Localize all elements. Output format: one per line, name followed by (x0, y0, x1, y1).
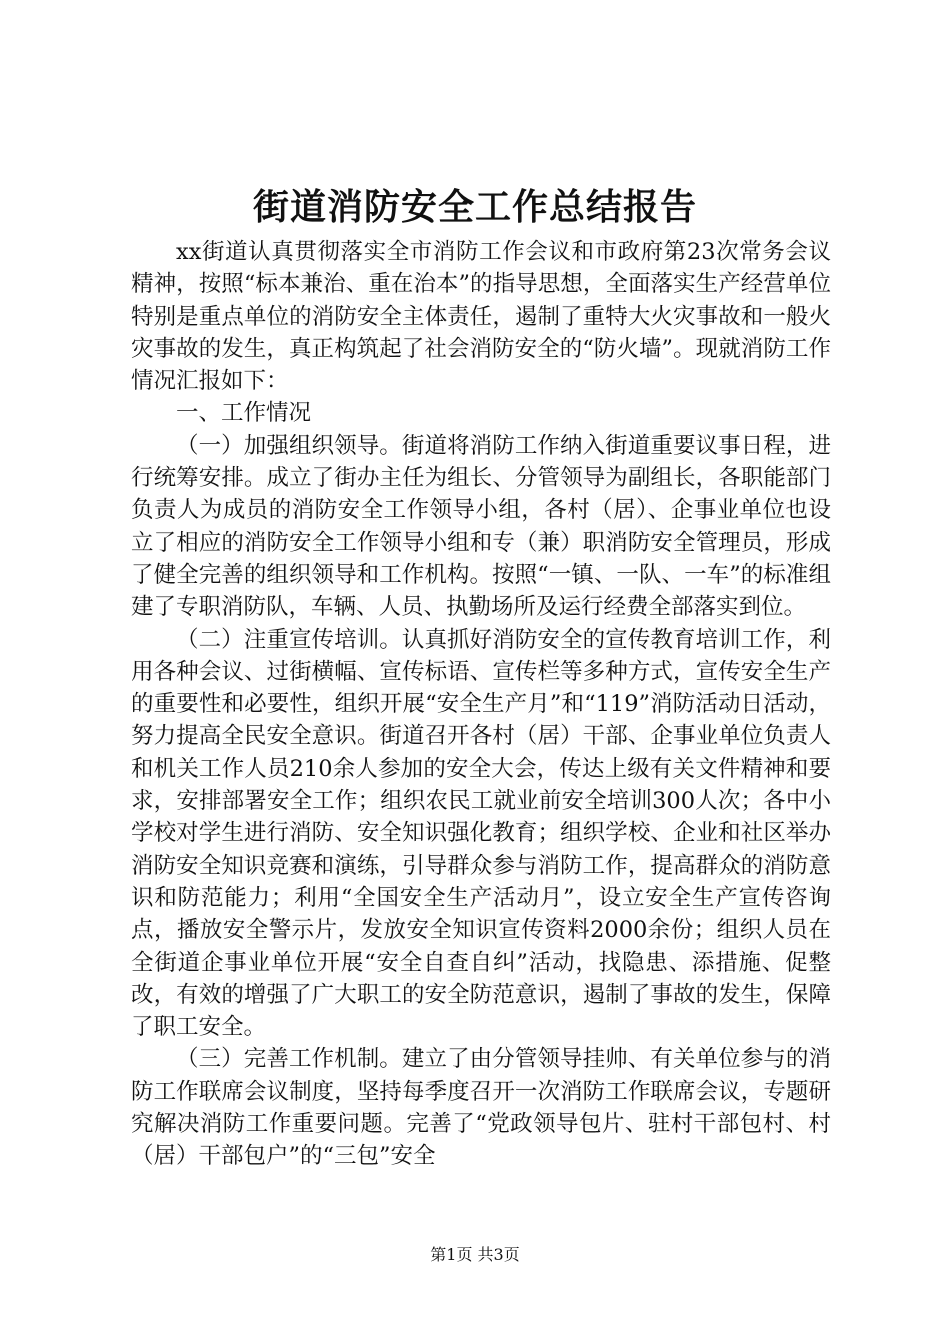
page-footer: 第1页 共3页 (430, 1245, 520, 1264)
intro-paragraph: xx街道认真贯彻落实全市消防工作会议和市政府第23次常务会议精神，按照“标本兼治、重在治本”的指导思想，全面落实生产经营单位特别是重点单位的消防安全主体责任，遏制了重特大火灾事故和一般火灾事故的发生，真正构筑起了社会消防安全的“防火墙”。现就消防工作情况汇报如下： (131, 239, 831, 395)
document-body (131, 236, 831, 1173)
paragraph-publicity-training: （二）注重宣传培训。认真抓好消防安全的宣传教育培训工作，利用各种会议、过街横幅、宣传标语、宣传栏等多种方式，宣传安全生产的重要性和必要性，组织开展“安全生产月”和“119”消防活动日活动，努力提高全民安全意识。街道召开各村（居）干部、企事业单位负责人和机关工作人员210余人参加的安全大会，传达上级有关文件精神和要求，安排部署安全工作；组织农民工就业前安全培训300人次；各中小学校对学生进行消防、安全知识强化教育；组织学校、企业和社区举办消防安全知识竞赛和演练，引导群众参与消防工作，提高群众的消防意识和防范能力；利用“全国安全生产活动月”，设立安全生产宣传咨询点，播放安全警示片，发放安全知识宣传资料2000余份；组织人员在全街道企事业单位开展“安全自查自纠”活动，找隐患、添措施、促整改，有效的增强了广大职工的安全防范意识，遏制了事故的发生，保障了职工安全。 (131, 626, 831, 1041)
paragraph-organization-leadership: （一）加强组织领导。街道将消防工作纳入街道重要议事日程，进行统筹安排。成立了街办主任为组长、分管领导为副组长，各职能部门负责人为成员的消防安全工作领导小组，各村（居）、企事业单位也设立了相应的消防安全工作领导小组和专（兼）职消防安全管理员，形成了健全完善的组织领导和工作机构。按照“一镇、一队、一车”的标准组建了专职消防队，车辆、人员、执勤场所及运行经费全部落实到位。 (131, 432, 831, 621)
paragraph-work-mechanism: （三）完善工作机制。建立了由分管领导挂帅、有关单位参与的消防工作联席会议制度，坚持每季度召开一次消防工作联席会议，专题研究解决消防工作重要问题。完善了“党政领导包片、驻村干部包村、村（居）干部包户”的“三包”安全 (131, 1046, 831, 1170)
document-title: 街道消防安全工作总结报告 (252, 186, 697, 228)
section-heading-work-status: 一、工作情况 (176, 400, 312, 427)
